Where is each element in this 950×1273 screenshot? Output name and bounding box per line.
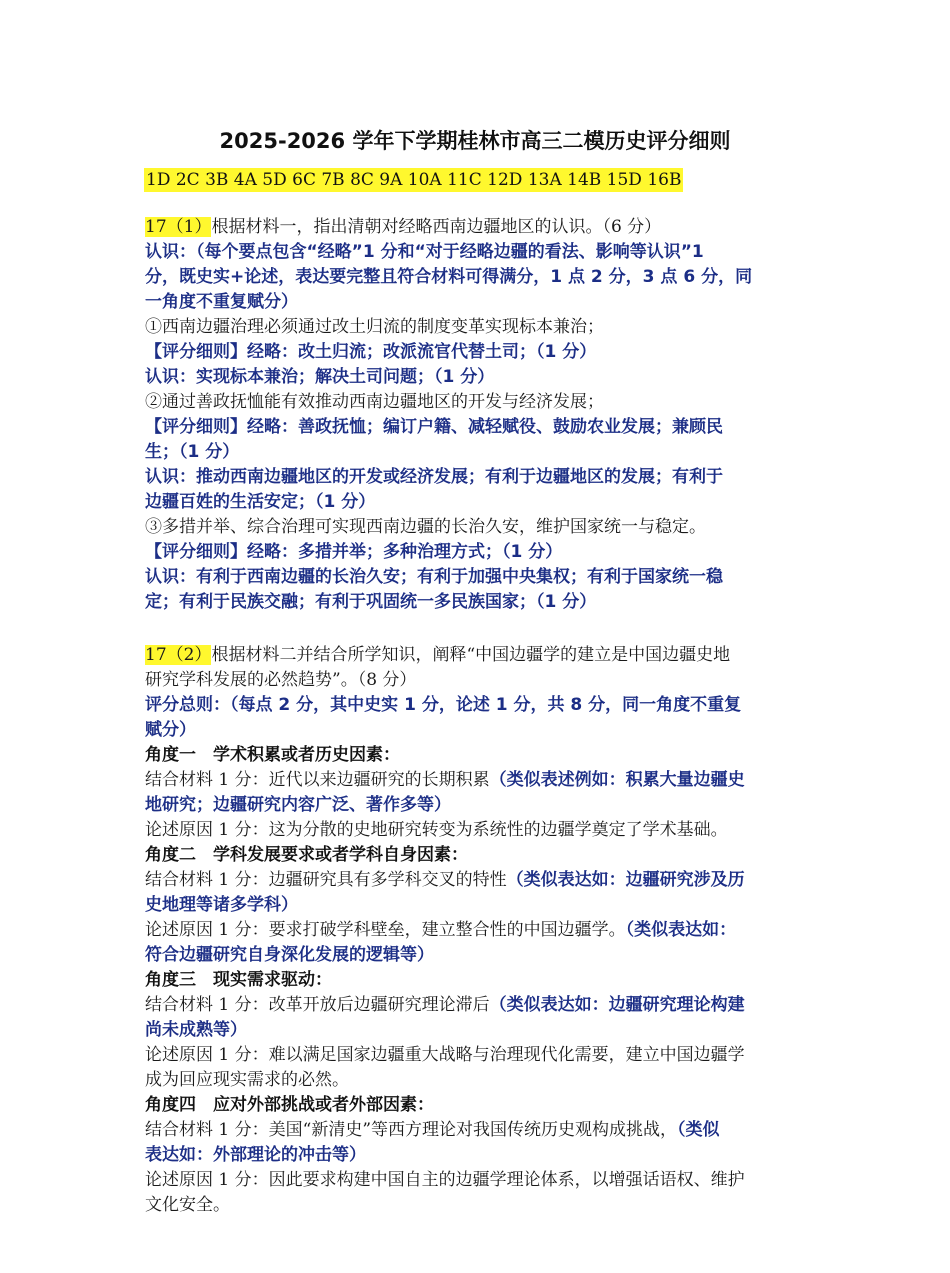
reason-line: 符合边疆研究自身深化发展的逻辑等） [145, 945, 434, 965]
scoring-detail: 【评分细则】经略：善政抚恤；编订户籍、减轻赋役、鼓励农业发展；兼顾民 [145, 417, 723, 437]
rubric-line: 赋分） [145, 720, 196, 740]
reason-line: 文化安全。 [145, 1195, 230, 1215]
angle-heading: 角度一 学术积累或者历史因素： [145, 745, 400, 765]
scoring-detail: 【评分细则】经略：多措并举；多种治理方式；（1 分） [145, 542, 563, 562]
question-17-2 [145, 643, 817, 1218]
rubric-line: 评分总则：（每点 2 分，其中史实 1 分，论述 1 分，共 8 分，同一角度不重复 [145, 695, 742, 715]
question-prompt: 研究学科发展的必然趋势”。（8 分） [145, 670, 417, 690]
scoring-detail: 认识：有利于西南边疆的长治久安；有利于加强中央集权；有利于国家统一稳 [145, 567, 723, 587]
material-line: 表达如：外部理论的冲击等） [145, 1145, 366, 1165]
material-line: 结合材料 1 分：改革开放后边疆研究理论滞后（类似表达如：边疆研究理论构建 [145, 995, 745, 1015]
reason-line: 论述原因 1 分：要求打破学科壁垒，建立整合性的中国边疆学。（类似表达如： [145, 920, 737, 940]
rubric-line: 分，既史实+论述，表达要完整且符合材料可得满分，1 点 2 分，3 点 6 分，同 [145, 267, 753, 287]
answer-point: ①西南边疆治理必须通过改土归流的制度变革实现标本兼治； [145, 317, 604, 337]
reason-line: 论述原因 1 分：因此要求构建中国自主的边疆学理论体系，以增强话语权、维护 [145, 1170, 745, 1190]
material-line: 尚未成熟等） [145, 1020, 247, 1040]
document-title: 2025-2026 学年下学期桂林市高三二模历史评分细则 [219, 129, 731, 153]
material-line: 结合材料 1 分：美国“新清史”等西方理论对我国传统历史观构成挑战，（类似 [145, 1120, 720, 1140]
material-line: 结合材料 1 分：边疆研究具有多学科交叉的特性（类似表达如：边疆研究涉及历 [145, 870, 745, 890]
scoring-detail: 【评分细则】经略：改土归流；改派流官代替土司；（1 分） [145, 342, 597, 362]
material-line: 结合材料 1 分：近代以来边疆研究的长期积累（类似表述例如：积累大量边疆史 [145, 770, 745, 790]
reason-line: 成为回应现实需求的必然。 [145, 1070, 349, 1090]
angle-heading: 角度四 应对外部挑战或者外部因素： [145, 1095, 434, 1115]
scoring-detail: 生；（1 分） [145, 442, 240, 462]
material-line: 地研究；边疆研究内容广泛、著作多等） [145, 795, 451, 815]
scoring-detail: 认识：实现标本兼治；解决土司问题；（1 分） [145, 367, 495, 387]
question-number: 17（2） [145, 645, 212, 665]
scoring-detail: 认识：推动西南边疆地区的开发或经济发展；有利于边疆地区的发展；有利于 [145, 467, 723, 487]
reason-line: 论述原因 1 分：难以满足国家边疆重大战略与治理现代化需要，建立中国边疆学 [145, 1045, 745, 1065]
answer-point: ③多措并举、综合治理可实现西南边疆的长治久安，维护国家统一与稳定。 [145, 517, 706, 537]
material-line: 史地理等诸多学科） [145, 895, 298, 915]
rubric-line: 认识：（每个要点包含“经略”1 分和“对于经略边疆的看法、影响等认识”1 [145, 242, 704, 262]
angle-heading: 角度三 现实需求驱动： [145, 970, 332, 990]
reason-line: 论述原因 1 分：这为分散的史地研究转变为系统性的边疆学奠定了学术基础。 [145, 820, 728, 840]
question-prompt: 17（1）根据材料一，指出清朝对经略西南边疆地区的认识。（6 分） [145, 217, 662, 237]
multiple-choice-answers: 1D 2C 3B 4A 5D 6C 7B 8C 9A 10A 11C 12D 13A 14B 15D 16B [146, 170, 682, 190]
question-prompt: 17（2）根据材料二并结合所学知识，阐释“中国边疆学的建立是中国边疆史地 [145, 645, 731, 665]
angle-heading: 角度二 学科发展要求或者学科自身因素： [145, 845, 468, 865]
scoring-detail: 定；有利于民族交融；有利于巩固统一多民族国家；（1 分） [145, 592, 597, 612]
question-17-1 [145, 215, 817, 615]
scoring-detail: 边疆百姓的生活安定；（1 分） [145, 492, 376, 512]
answer-point: ②通过善政抚恤能有效推动西南边疆地区的开发与经济发展； [145, 392, 604, 412]
rubric-line: 一角度不重复赋分） [145, 292, 298, 312]
question-number: 17（1） [145, 217, 212, 237]
